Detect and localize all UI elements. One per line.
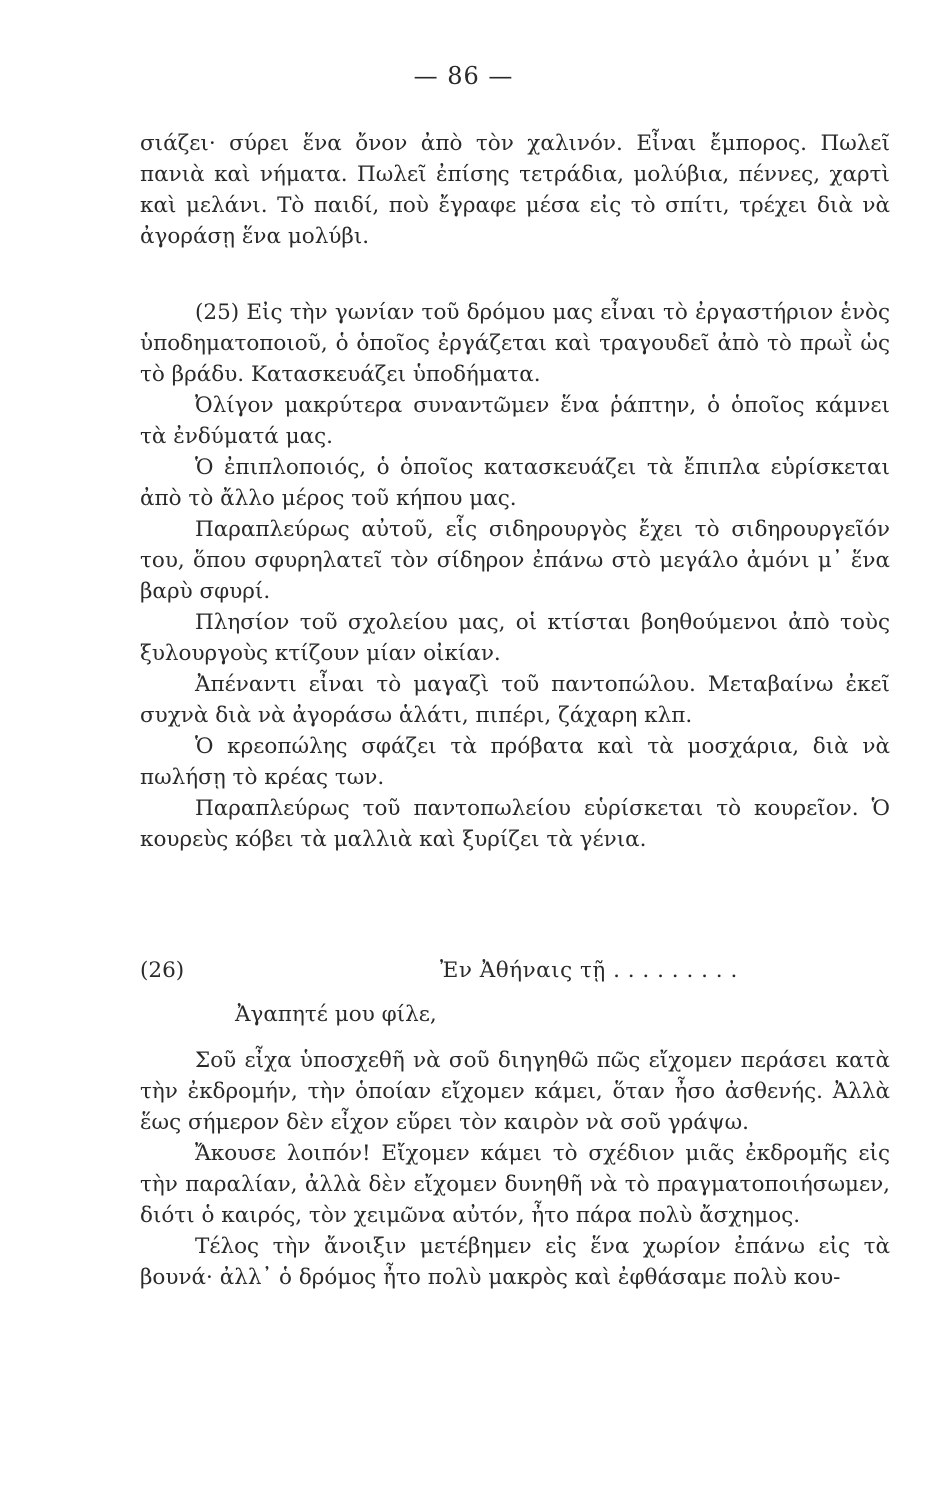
paragraph: Σοῦ εἶχα ὑποσχεθῆ νὰ σοῦ διηγηθῶ πῶς εἴχομεν περάσει κατὰ τὴν ἐκδρομήν, τὴν ὁποίαν εἴχομεν κάμει, ὅταν ἦσο ἀσθενής. Ἀλλὰ ἕως σήμερον δὲν εἶχον εὕρει τὸν καιρὸν νὰ σοῦ γράψω. bbox=[140, 1048, 890, 1135]
paragraph: Παραπλεύρως αὐτοῦ, εἷς σιδηρουργὸς ἔχει τὸ σιδηρουργεῖόν του, ὅπου σφυρηλατεῖ τὸν σίδηρον ἐπάνω στὸ μεγάλο ἀμόνι μ᾿ ἕνα βαρὺ σφυρί. bbox=[140, 517, 890, 604]
paragraph: Ἀπέναντι εἶναι τὸ μαγαζὶ τοῦ παντοπώλου. Μεταβαίνω ἐκεῖ συχνὰ διὰ νὰ ἀγοράσω ἁλάτι, πιπέρι, ζάχαρη κλπ. bbox=[140, 672, 890, 728]
continuation-text bbox=[140, 128, 890, 252]
section-number: (26) bbox=[140, 958, 185, 983]
page-number: — 86 — bbox=[413, 62, 514, 90]
section-26-body bbox=[140, 1045, 890, 1293]
paragraph: Ὁ ἐπιπλοποιός, ὁ ὁποῖος κατασκευάζει τὰ ἔπιπλα εὑρίσκεται ἀπὸ τὸ ἄλλο μέρος τοῦ κήπου μας. bbox=[140, 455, 890, 511]
letter-salutation: Ἀγαπητέ μου φίλε, bbox=[235, 1002, 437, 1027]
letter-dateline: Ἐν Ἀθήναις τῇ . . . . . . . . . bbox=[440, 958, 738, 983]
paragraph: Τέλος τὴν ἄνοιξιν μετέβημεν εἰς ἕνα χωρίον ἐπάνω εἰς τὰ βουνά· ἀλλ᾿ ὁ δρόμος ἦτο πολὺ μακρὸς καὶ ἐφθάσαμε πολὺ κου- bbox=[140, 1234, 890, 1290]
letter-header bbox=[140, 955, 890, 1027]
paragraph: Ὁ κρεοπώλης σφάζει τὰ πρόβατα καὶ τὰ μοσχάρια, διὰ νὰ πωλήσῃ τὸ κρέας των. bbox=[140, 734, 890, 790]
paragraph: Ὀλίγον μακρύτερα συναντῶμεν ἕνα ῥάπτην, ὁ ὁποῖος κάμνει τὰ ἐνδύματά μας. bbox=[140, 393, 890, 449]
paragraph: σιάζει· σύρει ἕνα ὄνον ἀπὸ τὸν χαλινόν. Εἶναι ἔμπορος. Πωλεῖ πανιὰ καὶ νήματα. Πωλεῖ ἐπίσης τετράδια, μολύβια, πέννες, χαρτὶ καὶ μελάνι. Τὸ παιδί, ποὺ ἔγραφε μέσα εἰς τὸ σπίτι, τρέχει διὰ νὰ ἀγοράσῃ ἕνα μολύβι. bbox=[140, 131, 890, 249]
paragraph: Πλησίον τοῦ σχολείου μας, οἱ κτίσται βοηθούμενοι ἀπὸ τοὺς ξυλουργοὺς κτίζουν μίαν οἰκίαν. bbox=[140, 610, 890, 666]
paragraph: Παραπλεύρως τοῦ παντοπωλείου εὑρίσκεται τὸ κουρεῖον. Ὁ κουρεὺς κόβει τὰ μαλλιὰ καὶ ξυρίζει τὰ γένια. bbox=[140, 796, 890, 852]
paragraph: Ἄκουσε λοιπόν! Εἴχομεν κάμει τὸ σχέδιον μιᾶς ἐκδρομῆς εἰς τὴν παραλίαν, ἀλλὰ δὲν εἴχομεν δυνηθῆ νὰ τὸ πραγματοποιήσωμεν, διότι ὁ καιρός, τὸν χειμῶνα αὐτόν, ἦτο πάρα πολὺ ἄσχημος. bbox=[140, 1141, 890, 1228]
paragraph: (25) Εἰς τὴν γωνίαν τοῦ δρόμου μας εἶναι τὸ ἐργαστήριον ἑνὸς ὑποδηματοποιοῦ, ὁ ὁποῖος ἐργάζεται καὶ τραγουδεῖ ἀπὸ τὸ πρωῒ ὡς τὸ βράδυ. Κατασκευάζει ὑποδήματα. bbox=[140, 300, 890, 387]
section-25 bbox=[140, 297, 890, 855]
